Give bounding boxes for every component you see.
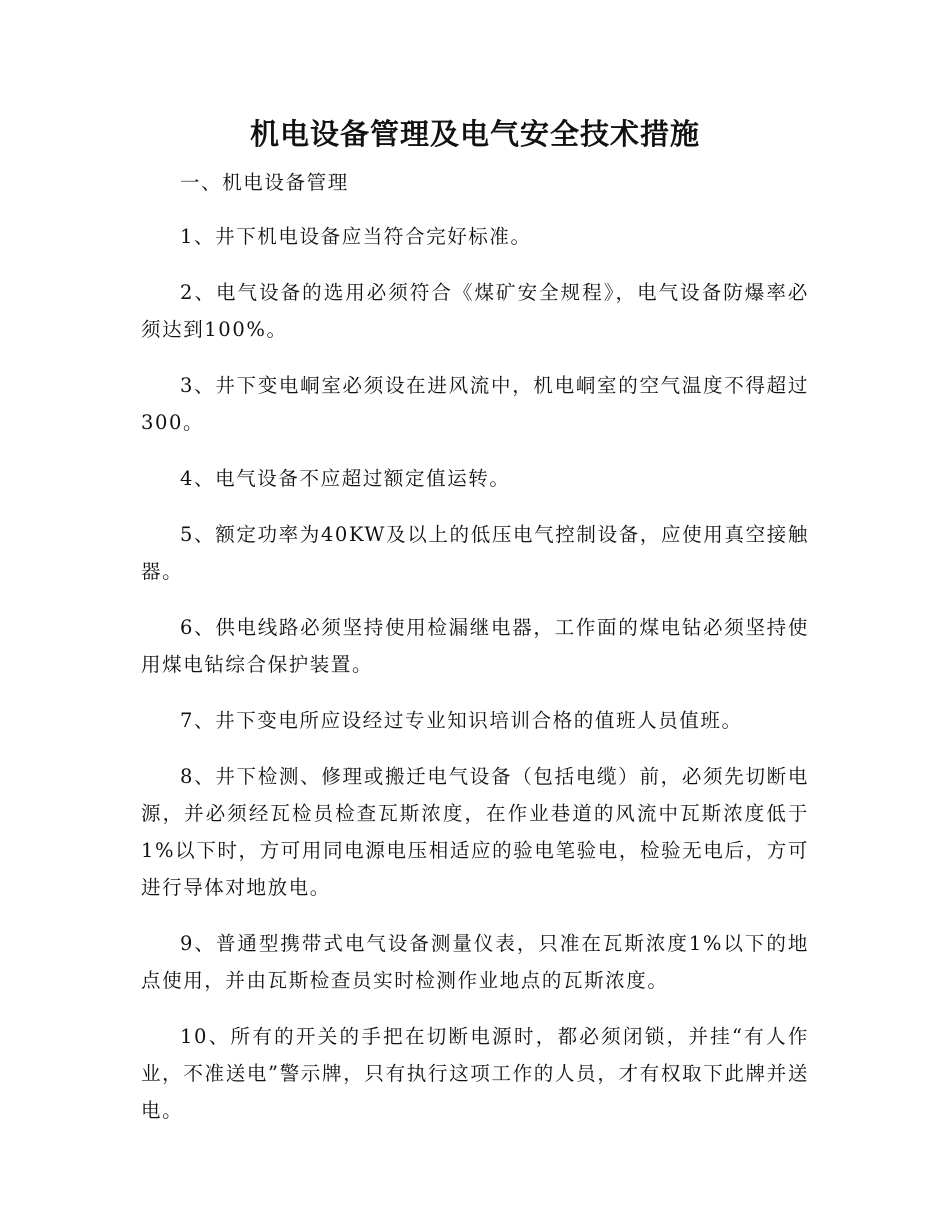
paragraph-2: 2、电气设备的选用必须符合《煤矿安全规程》，电气设备防爆率必须达到100%。 [141, 281, 809, 341]
document-title: 机电设备管理及电气安全技术措施 [249, 117, 700, 151]
section-heading: 一、机电设备管理 [180, 171, 349, 194]
paragraph-9: 9、普通型携带式电气设备测量仪表，只准在瓦斯浓度1%以下的地点使用，并由瓦斯检查员实时检测作业地点的瓦斯浓度。 [141, 932, 809, 992]
paragraph-5: 5、额定功率为40KW及以上的低压电气控制设备，应使用真空接触器。 [141, 523, 809, 583]
paragraph-6: 6、供电线路必须坚持使用检漏继电器，工作面的煤电钻必须坚持使用煤电钻综合保护装置。 [141, 616, 809, 676]
paragraph-4: 4、电气设备不应超过额定值运转。 [180, 467, 511, 490]
paragraph-3: 3、井下变电峒室必须设在进风流中，机电峒室的空气温度不得超过300。 [141, 374, 809, 434]
paragraph-1: 1、井下机电设备应当符合完好标准。 [180, 225, 532, 248]
paragraph-8: 8、井下检测、修理或搬迁电气设备（包括电缆）前，必须先切断电源，并必须经瓦检员检查瓦斯浓度，在作业巷道的风流中瓦斯浓度低于1%以下时，方可用同电源电压相适应的验电笔验电，检验无电后，方可进行导体对地放电。 [141, 765, 809, 899]
document-body [141, 164, 809, 1148]
paragraph-10: 10、所有的开关的手把在切断电源时，都必须闭锁，并挂“有人作业，不准送电”警示牌，只有执行这项工作的人员，才有权取下此牌并送电。 [141, 1025, 809, 1122]
paragraph-7: 7、井下变电所应设经过专业知识培训合格的值班人员值班。 [180, 709, 743, 732]
